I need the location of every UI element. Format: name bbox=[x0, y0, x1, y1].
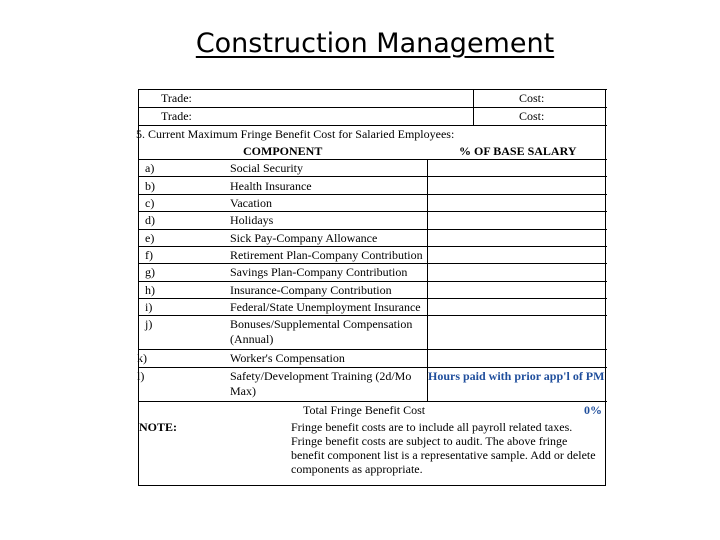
trade-label-2: Trade: bbox=[161, 109, 192, 123]
rule-subheader bbox=[139, 159, 607, 160]
rule-after-a bbox=[139, 176, 607, 177]
rule-after-g bbox=[139, 281, 607, 282]
rule-top bbox=[139, 89, 607, 90]
total-label: Total Fringe Benefit Cost bbox=[303, 403, 426, 417]
total-value: 0% bbox=[584, 403, 602, 417]
safety-approval-note: Hours paid with prior app'l of PM bbox=[428, 369, 605, 383]
note-text: Fringe benefit costs are to include all payroll related taxes. Fringe benefit costs are subject to audit. The above fringe benefit component list is a representative sample. Add or delete components as appropriate. bbox=[291, 420, 596, 476]
item-letter-e: e) bbox=[145, 231, 155, 245]
rule-cost-divider bbox=[473, 89, 474, 125]
rule-after-j bbox=[139, 349, 607, 350]
item-label-b: Health Insurance bbox=[230, 179, 312, 193]
item-label-h: Insurance-Company Contribution bbox=[230, 283, 392, 297]
item-letter-h: h) bbox=[145, 283, 155, 297]
rule-after-e bbox=[139, 246, 607, 247]
item-letter-c: c) bbox=[145, 196, 155, 210]
item-letter-d: d) bbox=[145, 213, 155, 227]
note-label: NOTE: bbox=[139, 420, 178, 434]
page-title: Construction Management bbox=[195, 28, 555, 59]
item-letter-k: k) bbox=[137, 351, 147, 365]
section-heading: 5. Current Maximum Fringe Benefit Cost for Salaried Employees: bbox=[136, 127, 455, 141]
item-label-g: Savings Plan-Company Contribution bbox=[230, 265, 408, 279]
column-header-component: COMPONENT bbox=[243, 144, 323, 158]
item-label-c: Vacation bbox=[230, 196, 272, 210]
rule-after-h bbox=[139, 298, 607, 299]
column-header-percent: % OF BASE SALARY bbox=[459, 144, 577, 158]
fringe-benefit-form bbox=[138, 89, 606, 486]
item-label-k: Worker's Compensation bbox=[230, 351, 345, 365]
rule-after-k bbox=[139, 367, 607, 368]
rule-after-i bbox=[139, 315, 607, 316]
item-letter-a: a) bbox=[145, 161, 155, 175]
item-letter-f: f) bbox=[145, 248, 153, 262]
item-letter-g: g) bbox=[145, 265, 155, 279]
item-label-j: Bonuses/Supplemental Compensation (Annual) bbox=[230, 317, 413, 346]
rule-after-l bbox=[139, 401, 607, 402]
item-label-d: Holidays bbox=[230, 213, 274, 227]
item-letter-l: l) bbox=[137, 369, 145, 383]
item-letter-b: b) bbox=[145, 179, 155, 193]
rule-header-2 bbox=[139, 125, 607, 126]
rule-header-1 bbox=[139, 107, 607, 108]
rule-after-b bbox=[139, 194, 607, 195]
rule-after-d bbox=[139, 229, 607, 230]
cost-label-1: Cost: bbox=[519, 91, 545, 105]
rule-after-f bbox=[139, 263, 607, 264]
item-label-i: Federal/State Unemployment Insurance bbox=[230, 300, 421, 314]
cost-label-2: Cost: bbox=[519, 109, 545, 123]
item-label-f: Retirement Plan-Company Contribution bbox=[230, 248, 423, 262]
item-label-e: Sick Pay-Company Allowance bbox=[230, 231, 378, 245]
rule-after-c bbox=[139, 211, 607, 212]
rule-percent-column bbox=[427, 159, 428, 401]
trade-label-1: Trade: bbox=[161, 91, 192, 105]
item-letter-i: i) bbox=[145, 300, 153, 314]
item-label-a: Social Security bbox=[230, 161, 303, 175]
item-label-l: Safety/Development Training (2d/Mo Max) bbox=[230, 369, 412, 398]
item-letter-j: j) bbox=[145, 317, 153, 331]
